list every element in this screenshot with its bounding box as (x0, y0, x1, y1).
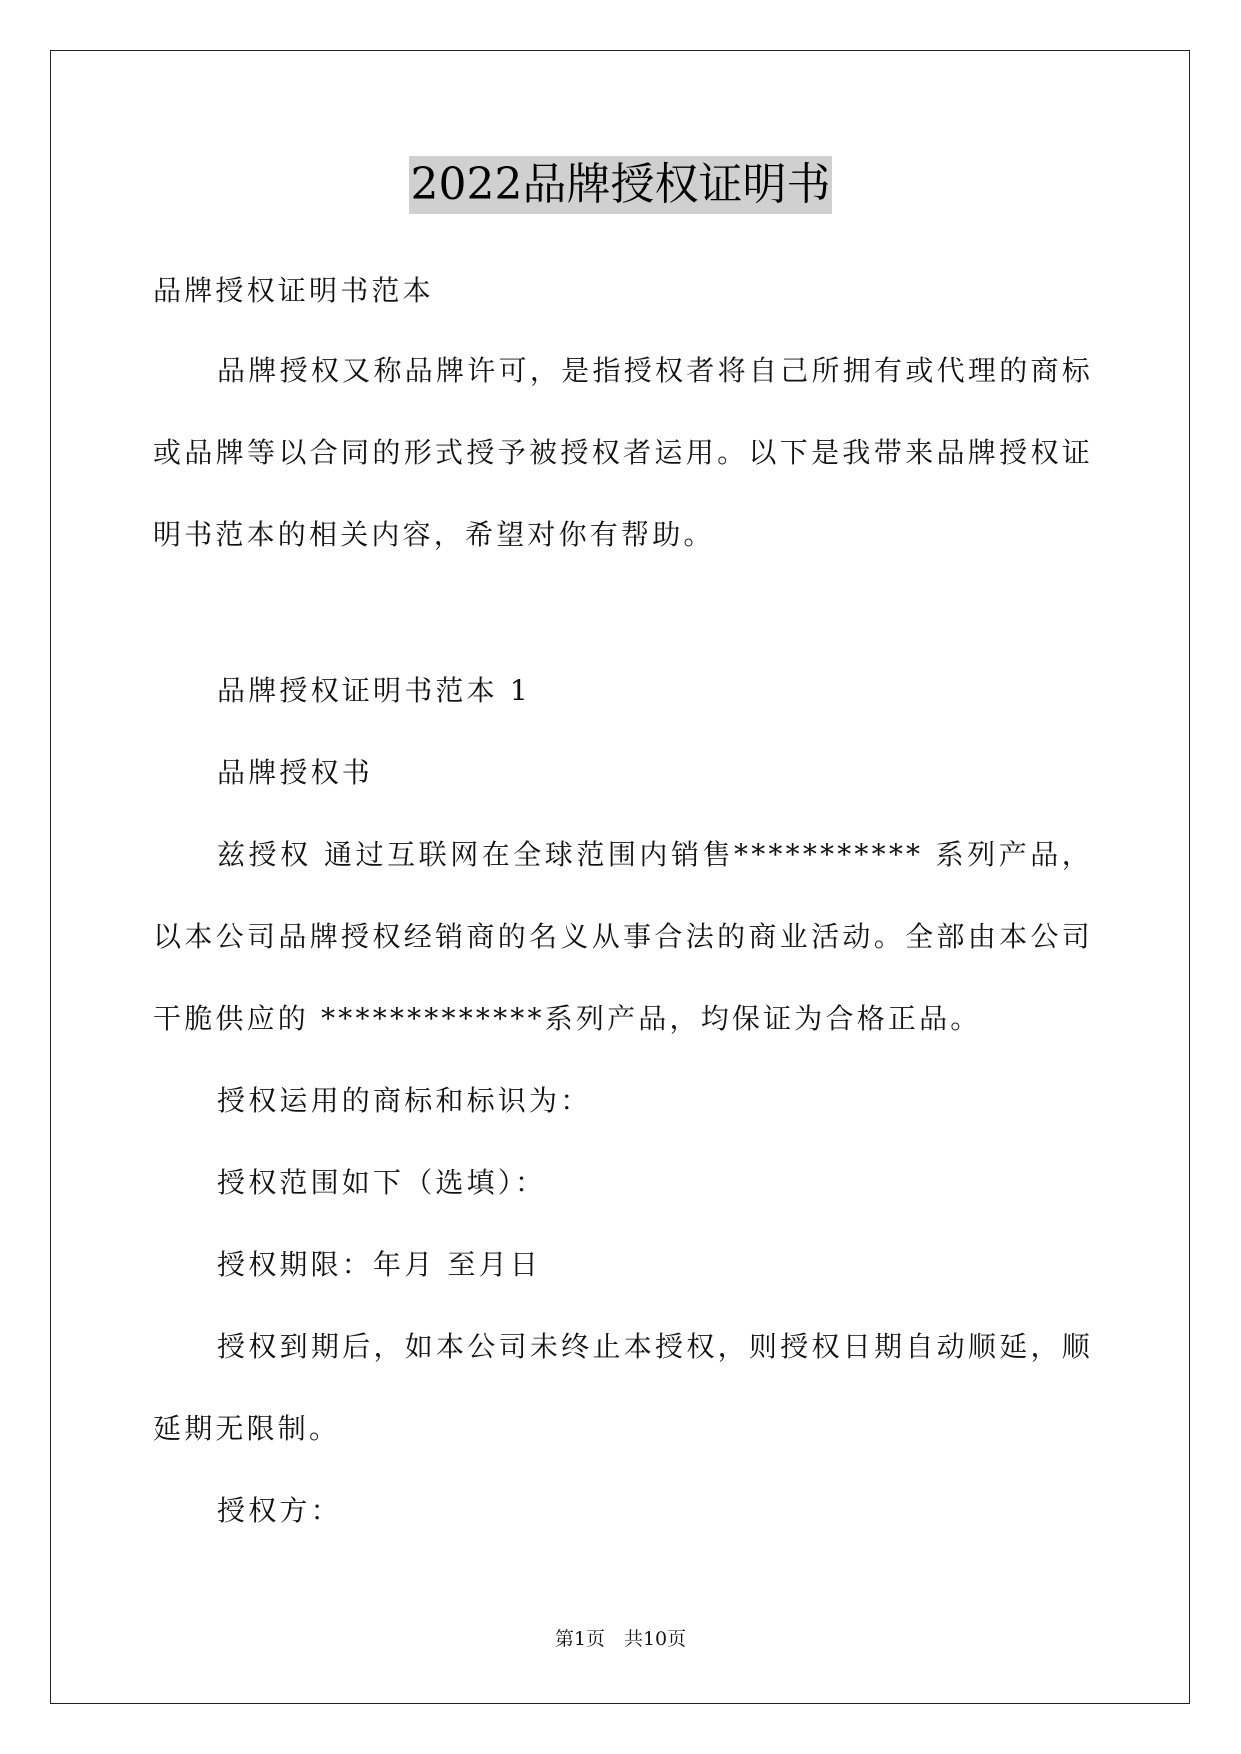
page-footer: 第1页 共10页 (554, 1628, 687, 1650)
paragraph-period: 授权期限：年月 至月日 (217, 1248, 542, 1281)
paragraph-subtitle: 品牌授权证明书范本 (153, 274, 434, 307)
paragraph-sample-heading: 品牌授权证明书范本 1 (217, 674, 531, 707)
paragraph-renewal: 授权到期后，如本公司未终止本授权，则授权日期自动顺延，顺延期无限制。 (153, 1330, 1093, 1445)
paragraph-trademark: 授权运用的商标和标识为： (217, 1084, 592, 1117)
paragraph-scope: 授权范围如下（选填）： (217, 1166, 547, 1199)
document-title: 2022品牌授权证明书 (409, 156, 833, 214)
paragraph-authorization-letter: 品牌授权书 (217, 756, 374, 789)
paragraph-authorization-body: 兹授权 通过互联网在全球范围内销售*********** 系列产品，以本公司品牌授权经销商的名义从事合法的商业活动。全部由本公司干脆供应的 *************系列产品，均保证为合格正品。 (153, 838, 1093, 1035)
paragraph-intro: 品牌授权又称品牌许可，是指授权者将自己所拥有或代理的商标或品牌等以合同的形式授予被授权者运用。以下是我带来品牌授权证明书范本的相关内容，希望对你有帮助。 (153, 354, 1093, 551)
title-container (0, 156, 1241, 214)
paragraph-grantor: 授权方： (217, 1494, 342, 1527)
